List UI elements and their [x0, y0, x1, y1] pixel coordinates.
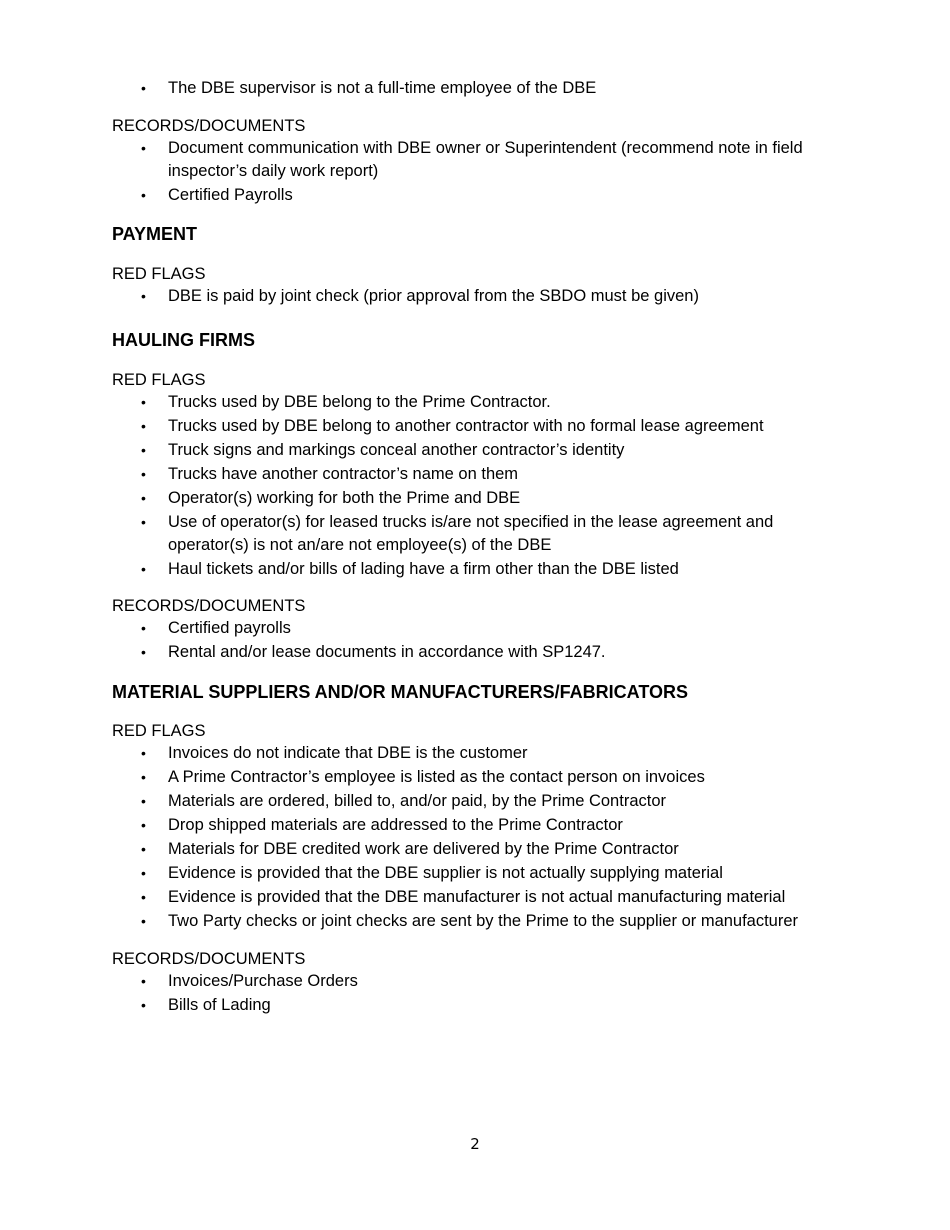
- list-item: [112, 970, 832, 993]
- hauling-section: [112, 329, 832, 351]
- red-flags-label: RED FLAGS: [112, 371, 206, 389]
- list-item-text: Truck signs and markings conceal another contractor’s identity: [168, 441, 625, 459]
- red-flags-list: [112, 285, 832, 308]
- bullet-icon: •: [141, 620, 146, 636]
- list-item: [112, 463, 832, 486]
- list-item-text: Rental and/or lease documents in accordance with SP1247.: [168, 643, 606, 661]
- list-item-text: Trucks have another contractor’s name on them: [168, 465, 519, 483]
- records-list: [112, 970, 832, 1017]
- list-item: [112, 742, 872, 765]
- bullet-icon: •: [141, 841, 146, 857]
- list-item-text: Document communication with DBE owner or Superintendent (recommend note in field inspector’s daily work report): [168, 139, 803, 180]
- top-list: [112, 77, 832, 100]
- list-item-text: Drop shipped materials are addressed to the Prime Contractor: [168, 816, 623, 834]
- list-item-text: Materials are ordered, billed to, and/or paid, by the Prime Contractor: [168, 792, 666, 810]
- bullet-icon: •: [141, 997, 146, 1013]
- list-item-text: Bills of Lading: [168, 996, 271, 1014]
- list-item: [112, 617, 832, 640]
- list-item: [112, 511, 832, 556]
- bullet-icon: •: [141, 186, 146, 203]
- bullet-icon: •: [141, 865, 146, 881]
- list-item: [112, 415, 832, 438]
- hauling-red-flags: [112, 369, 832, 582]
- list-item: [112, 391, 832, 414]
- bullet-icon: •: [141, 745, 146, 761]
- list-item-text: The DBE supervisor is not a full-time employee of the DBE: [168, 79, 597, 97]
- list-item: [112, 558, 832, 581]
- red-flags-label: RED FLAGS: [112, 265, 206, 283]
- bullet-icon: •: [141, 973, 146, 989]
- list-item-text: A Prime Contractor’s employee is listed as the contact person on invoices: [168, 768, 705, 786]
- list-item-text: Operator(s) working for both the Prime and DBE: [168, 489, 521, 507]
- list-item: [112, 285, 832, 308]
- section-heading-hauling: HAULING FIRMS: [112, 330, 255, 350]
- list-item: [112, 790, 872, 813]
- records-list: [112, 617, 832, 664]
- bullet-icon: •: [141, 817, 146, 833]
- list-item: [112, 137, 832, 182]
- list-item: [112, 838, 872, 861]
- records-label: RECORDS/DOCUMENTS: [112, 950, 306, 968]
- bullet-icon: •: [141, 913, 146, 929]
- list-item: [112, 766, 872, 789]
- bullet-icon: •: [141, 288, 146, 304]
- page-number: 2: [470, 1135, 480, 1153]
- list-item-text: Evidence is provided that the DBE supplier is not actually supplying material: [168, 864, 723, 882]
- list-item-text: Invoices/Purchase Orders: [168, 972, 358, 990]
- material-red-flags: [112, 720, 872, 934]
- list-item: [112, 886, 872, 909]
- list-item: [112, 862, 872, 885]
- list-item-text: Trucks used by DBE belong to another contractor with no formal lease agreement: [168, 417, 764, 435]
- list-item: [112, 487, 832, 510]
- red-flags-list: [112, 391, 832, 580]
- bullet-icon: •: [141, 514, 146, 530]
- records-label: RECORDS/DOCUMENTS: [112, 117, 306, 135]
- payment-section: [112, 223, 832, 245]
- list-item: [112, 994, 832, 1017]
- bullet-icon: •: [141, 490, 146, 506]
- list-item-text: Haul tickets and/or bills of lading have a firm other than the DBE listed: [168, 559, 679, 578]
- payment-red-flags: [112, 263, 832, 309]
- list-item-text: Certified payrolls: [168, 619, 291, 637]
- section-heading-material: MATERIAL SUPPLIERS AND/OR MANUFACTURERS/FABRICATORS: [112, 682, 689, 702]
- list-item-text: Materials for DBE credited work are delivered by the Prime Contractor: [168, 840, 679, 858]
- top-list-block: [112, 77, 832, 101]
- list-item-text: Use of operator(s) for leased trucks is/are not specified in the lease agreement and operator(s) is not an/are not employee(s) of the DBE: [168, 513, 774, 554]
- list-item-text: DBE is paid by joint check (prior approval from the SBDO must be given): [168, 287, 699, 305]
- list-item-text: Invoices do not indicate that DBE is the customer: [168, 744, 528, 762]
- section-heading-payment: PAYMENT: [112, 224, 198, 244]
- list-item-text: Evidence is provided that the DBE manufacturer is not actual manufacturing material: [168, 888, 786, 906]
- bullet-icon: •: [141, 418, 146, 434]
- hauling-records: [112, 595, 832, 665]
- list-item-text: Trucks used by DBE belong to the Prime Contractor.: [168, 393, 551, 411]
- bullet-icon: •: [141, 466, 146, 482]
- bullet-icon: •: [141, 644, 146, 660]
- list-item: [112, 77, 832, 100]
- bullet-icon: •: [141, 769, 146, 785]
- bullet-icon: •: [141, 889, 146, 905]
- bullet-icon: •: [141, 560, 146, 577]
- list-item: [112, 814, 872, 837]
- list-item-text: Two Party checks or joint checks are sent by the Prime to the supplier or manufacturer: [168, 912, 799, 930]
- list-item-text: Certified Payrolls: [168, 185, 293, 204]
- red-flags-list: [112, 742, 872, 933]
- red-flags-label: RED FLAGS: [112, 722, 206, 740]
- bullet-icon: •: [141, 793, 146, 809]
- bullet-icon: •: [141, 80, 146, 96]
- records-block-1: [112, 115, 832, 208]
- material-records: [112, 948, 832, 1018]
- bullet-icon: •: [141, 442, 146, 458]
- records-label: RECORDS/DOCUMENTS: [112, 597, 306, 615]
- bullet-icon: •: [141, 140, 146, 156]
- list-item: [112, 439, 832, 462]
- material-section: [112, 681, 872, 703]
- records-list: [112, 137, 832, 206]
- bullet-icon: •: [141, 394, 146, 410]
- list-item: [112, 641, 832, 664]
- list-item: [112, 184, 832, 207]
- list-item: [112, 910, 872, 933]
